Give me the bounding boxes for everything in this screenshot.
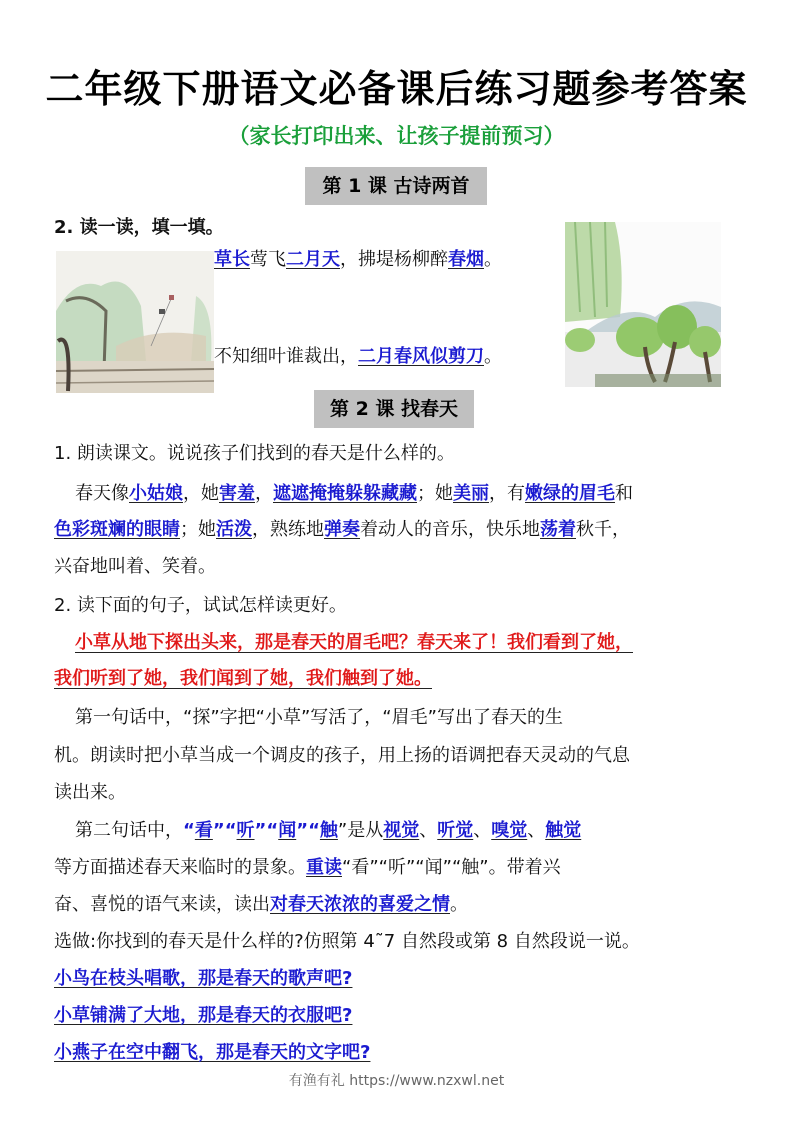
answer-1-line-3: 兴奋地叫着、笑着。 (54, 556, 216, 577)
answer-blank: 害羞 (219, 483, 255, 504)
lesson-1-header: 第 1 课 古诗两首 (305, 167, 487, 205)
paragraph-1-line-1: 第一句话中，“探”字把“小草”写活了，“眉毛”写出了春天的生 (75, 707, 563, 728)
answer-text: 小燕子在空中翻飞，那是春天的文字吧? (54, 1042, 371, 1063)
paragraph-1-line-2: 机。朗读时把小草当成一个调皮的孩子，用上扬的语调把春天灵动的气息 (54, 745, 630, 766)
poem-line-1 (214, 248, 502, 272)
willow-landscape-image (56, 251, 214, 393)
answer-blank: 荡着 (540, 519, 576, 540)
paragraph-2-line-1 (54, 819, 581, 843)
poem-text: ，拂堤杨柳醉 (340, 249, 448, 270)
text: 第二句话中， (75, 820, 183, 841)
lesson-2-question-1: 1. 朗读课文。说说孩子们找到的春天是什么样的。 (54, 443, 455, 464)
poem-text: 不知细叶谁裁出， (214, 346, 358, 367)
answer-blank: 视觉 (383, 820, 420, 841)
answer-blank: 二月天 (286, 249, 340, 270)
poem-text: 。 (484, 249, 502, 270)
text: 。 (450, 894, 468, 915)
answer-1-line-1 (54, 482, 633, 506)
text: “ (224, 820, 237, 841)
text: 、 (419, 820, 438, 841)
text: “看”“听”“闻”“触”。带着兴 (342, 857, 561, 878)
text: “ (183, 820, 195, 841)
willow-lake-image (565, 222, 721, 387)
text: 、 (473, 820, 492, 841)
paragraph-2-line-3 (54, 893, 468, 917)
text: ，她 (183, 483, 219, 504)
lesson-2-question-2: 2. 读下面的句子，试试怎样读更好。 (54, 595, 347, 616)
answer-blank: 嗅觉 (491, 820, 528, 841)
text: 等方面描述春天来临时的景象。 (54, 857, 306, 878)
text: ， (255, 483, 273, 504)
page-subtitle: （家长打印出来、让孩子提前预习） (228, 124, 565, 148)
paragraph-2-line-2 (54, 856, 561, 880)
answer-blank: 触 (319, 820, 338, 841)
answer-blank: 看 (194, 820, 213, 841)
answer-blank: 闻 (278, 820, 297, 841)
answer-blank: 色彩斑斓的眼睛 (54, 519, 180, 540)
answer-blank: 遮遮掩掩躲躲藏藏 (273, 483, 417, 504)
text: ” (212, 820, 225, 841)
answer-text: 小草铺满了大地，那是春天的衣服吧? (54, 1005, 353, 1026)
emphasis-sentence-line-2 (54, 667, 432, 691)
text: ；她 (417, 483, 453, 504)
emphasis-text: 小草从地下探出头来，那是春天的眉毛吧？春天来了！我们看到了她， (75, 632, 633, 653)
answer-blank: 触觉 (545, 820, 582, 841)
text: 春天像 (75, 483, 129, 504)
answer-blank: 对春天浓浓的喜爱之情 (270, 894, 450, 915)
answer-blank: 重读 (306, 857, 342, 878)
text: ” (254, 820, 267, 841)
text: 、 (527, 820, 546, 841)
answer-blank: 听 (236, 820, 255, 841)
emphasis-sentence-line-1 (54, 631, 633, 655)
paragraph-1-line-3: 读出来。 (54, 782, 126, 803)
text: ，熟练地 (252, 519, 324, 540)
answer-blank: 弹奏 (324, 519, 360, 540)
sample-answer-3 (54, 1041, 370, 1065)
answer-blank: 小姑娘 (129, 483, 183, 504)
answer-1-line-2 (54, 518, 630, 542)
poem-text: 。 (484, 346, 502, 367)
text: “ (266, 820, 279, 841)
answer-blank: 二月春风似剪刀 (358, 346, 484, 367)
answer-text: 小鸟在枝头唱歌，那是春天的歌声吧? (54, 968, 353, 989)
optional-question: 选做:你找到的春天是什么样的?仿照第 4˜7 自然段或第 8 自然段说一说。 (54, 931, 640, 952)
emphasis-text: 我们听到了她，我们闻到了她，我们触到了她。 (54, 668, 432, 689)
answer-blank: 嫩绿的眉毛 (525, 483, 615, 504)
text: 着动人的音乐，快乐地 (360, 519, 540, 540)
poem-line-2 (214, 345, 502, 369)
text: “ (308, 820, 320, 841)
text: ，有 (489, 483, 525, 504)
text: 奋、喜悦的语气来读，读出 (54, 894, 270, 915)
text: ” (296, 820, 309, 841)
answer-blank: 春烟 (448, 249, 484, 270)
sample-answer-1 (54, 967, 352, 991)
text: ；她 (180, 519, 216, 540)
text: ”是从 (337, 820, 384, 841)
page-title: 二年级下册语文必备课后练习题参考答案 (45, 67, 748, 111)
text: 秋千， (576, 519, 630, 540)
answer-blank: 草长 (214, 249, 250, 270)
lesson-1-question: 2. 读一读，填一填。 (54, 217, 224, 238)
lesson-2-header: 第 2 课 找春天 (314, 390, 474, 428)
text: 和 (615, 483, 633, 504)
poem-text: 莺飞 (250, 249, 286, 270)
watermark-footer: 有渔有礼 https://www.nzxwl.net (288, 1073, 505, 1089)
answer-blank: 美丽 (453, 483, 489, 504)
sample-answer-2 (54, 1004, 352, 1028)
answer-blank: 听觉 (437, 820, 474, 841)
answer-blank: 活泼 (216, 519, 252, 540)
